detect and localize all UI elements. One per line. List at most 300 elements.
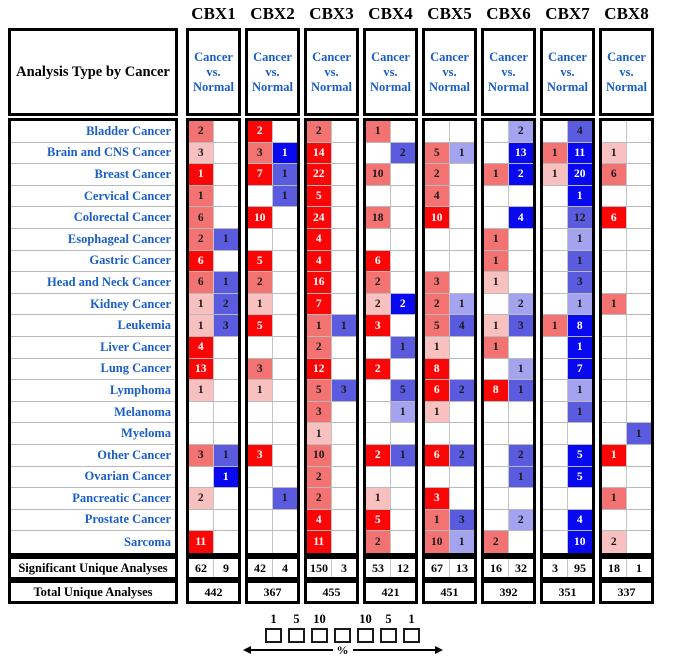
total-analyses-label: Total Unique Analyses bbox=[8, 580, 178, 604]
gene-title-cbx7: CBX7 bbox=[545, 4, 590, 23]
heatmap-row bbox=[189, 488, 238, 510]
heatmap-cell-empty bbox=[214, 531, 239, 553]
heatmap-row bbox=[307, 402, 356, 424]
heatmap-cell-overexpressed: 10 bbox=[425, 531, 450, 553]
heatmap-cell-empty bbox=[366, 143, 391, 164]
significant-down-count: 95 bbox=[574, 560, 586, 575]
heatmap-cell-empty bbox=[543, 423, 568, 444]
heatmap-cell-empty bbox=[273, 207, 298, 228]
heatmap-cell-overexpressed: 22 bbox=[307, 164, 332, 185]
heatmap-cell-overexpressed: 2 bbox=[425, 294, 450, 315]
heatmap-cell-empty bbox=[332, 510, 357, 531]
heatmap-cell-empty bbox=[484, 186, 509, 207]
gene-column-cbx7 bbox=[540, 0, 595, 604]
heatmap-row bbox=[484, 294, 533, 316]
heatmap-cell-empty bbox=[543, 510, 568, 531]
heatmap-row bbox=[307, 380, 356, 402]
heatmap-cell-overexpressed: 5 bbox=[307, 380, 332, 401]
heatmap-row bbox=[248, 402, 297, 424]
heatmap-row bbox=[484, 337, 533, 359]
heatmap-cell-empty bbox=[391, 186, 416, 207]
heatmap-cell-empty bbox=[484, 423, 509, 444]
heatmap-row bbox=[366, 186, 415, 208]
analysis-table bbox=[8, 0, 654, 604]
heatmap-row bbox=[602, 402, 651, 424]
comparison-header-cbx4 bbox=[363, 28, 418, 116]
heatmap-row bbox=[543, 380, 592, 402]
heatmap-cell-empty bbox=[332, 488, 357, 509]
total-count-cbx7: 351 bbox=[540, 580, 595, 604]
heatmap-cell-empty bbox=[509, 423, 534, 444]
heatmap-row bbox=[189, 402, 238, 424]
heatmap-cell-overexpressed: 2 bbox=[425, 164, 450, 185]
analysis-type-header: Analysis Type by Cancer bbox=[8, 28, 178, 116]
heatmap-cell-underexpressed: 1 bbox=[568, 337, 593, 358]
heatmap-row bbox=[307, 272, 356, 294]
heatmap-row bbox=[366, 251, 415, 273]
color-scale-legend bbox=[0, 612, 685, 656]
heatmap-cell-empty bbox=[543, 445, 568, 466]
heatmap-cell-empty bbox=[509, 251, 534, 272]
heatmap-cell-overexpressed: 10 bbox=[248, 207, 273, 228]
heatmap-cell-empty bbox=[391, 510, 416, 531]
heatmap-cell-empty bbox=[484, 467, 509, 488]
heatmap-cell-underexpressed: 1 bbox=[391, 445, 416, 466]
heatmap-cell-empty bbox=[332, 143, 357, 164]
heatmap-cell-empty bbox=[248, 531, 273, 553]
heatmap-cell-empty bbox=[366, 380, 391, 401]
significant-counts-cbx7 bbox=[540, 556, 595, 580]
heatmap-row bbox=[602, 337, 651, 359]
total-count-cbx1: 442 bbox=[186, 580, 241, 604]
arrow-left-icon bbox=[243, 646, 251, 654]
heatmap-cell-empty bbox=[602, 510, 627, 531]
heatmap-row bbox=[366, 315, 415, 337]
heatmap-cell-underexpressed: 5 bbox=[568, 467, 593, 488]
heatmap-cell-empty bbox=[366, 402, 391, 423]
heatmap-cell-empty bbox=[627, 531, 652, 553]
significant-counts-cbx3 bbox=[304, 556, 359, 580]
heatmap-cell-overexpressed: 3 bbox=[189, 445, 214, 466]
row-label-esophageal-cancer: Esophageal Cancer bbox=[11, 229, 175, 251]
heatmap-cell-underexpressed: 1 bbox=[450, 143, 475, 164]
comparison-label: Cancer vs. Normal bbox=[311, 49, 352, 94]
heatmap-row bbox=[543, 402, 592, 424]
heatmap-cell-empty bbox=[391, 164, 416, 185]
heatmap-cell-overexpressed: 5 bbox=[307, 186, 332, 207]
heatmap-row bbox=[484, 164, 533, 186]
heatmap-cell-overexpressed: 1 bbox=[543, 143, 568, 164]
heatmap-cell-empty bbox=[214, 337, 239, 358]
heatmap-cell-overexpressed: 1 bbox=[189, 315, 214, 336]
heatmap-row bbox=[425, 294, 474, 316]
heatmap-row bbox=[602, 251, 651, 273]
heatmap-row bbox=[425, 229, 474, 251]
heatmap-row bbox=[307, 467, 356, 489]
heatmap-row bbox=[425, 467, 474, 489]
heatmap-cell-overexpressed: 6 bbox=[189, 207, 214, 228]
heatmap-cell-empty bbox=[366, 467, 391, 488]
heatmap-cell-overexpressed: 2 bbox=[248, 121, 273, 142]
heatmap-cell-empty bbox=[273, 337, 298, 358]
heatmap-row bbox=[484, 467, 533, 489]
heatmap-cell-empty bbox=[484, 359, 509, 380]
comparison-label: Cancer vs. Normal bbox=[193, 49, 234, 94]
heatmap-cell-empty bbox=[602, 315, 627, 336]
heatmap-cell-empty bbox=[543, 402, 568, 423]
heatmap-row bbox=[189, 445, 238, 467]
heatmap-cell-overexpressed: 3 bbox=[248, 143, 273, 164]
header-spacer bbox=[8, 0, 178, 28]
heatmap-cell-empty bbox=[189, 402, 214, 423]
heatmap-cell-overexpressed: 1 bbox=[366, 488, 391, 509]
row-label-brain-and-cns-cancer: Brain and CNS Cancer bbox=[11, 143, 175, 165]
heatmap-cell-overexpressed: 8 bbox=[484, 380, 509, 401]
heatmap-row bbox=[248, 467, 297, 489]
legend-tick-10: 10 bbox=[313, 612, 326, 626]
legend-tick-5: 5 bbox=[293, 612, 300, 626]
significant-down-count: 32 bbox=[515, 560, 527, 575]
heatmap-cell-empty bbox=[450, 359, 475, 380]
heatmap-cell-empty bbox=[273, 294, 298, 315]
heatmap-cell-overexpressed: 18 bbox=[366, 207, 391, 228]
heatmap-cell-empty bbox=[543, 229, 568, 250]
legend-swatch-b1 bbox=[265, 628, 282, 643]
heatmap-row bbox=[189, 251, 238, 273]
heatmap-cell-underexpressed: 2 bbox=[509, 121, 534, 142]
heatmap-cell-empty bbox=[391, 315, 416, 336]
gene-column-cbx4 bbox=[363, 0, 418, 604]
heatmap-row bbox=[366, 467, 415, 489]
heatmap-cell-empty bbox=[214, 251, 239, 272]
legend-swatch-white bbox=[334, 628, 351, 643]
row-label-colorectal-cancer: Colorectal Cancer bbox=[11, 207, 175, 229]
heatmap-cell-empty bbox=[568, 423, 593, 444]
heatmap-row bbox=[602, 380, 651, 402]
legend-swatch-b10 bbox=[311, 628, 328, 643]
heatmap-row bbox=[543, 272, 592, 294]
heatmap-cell-empty bbox=[332, 164, 357, 185]
heatmap-cell-overexpressed: 3 bbox=[366, 315, 391, 336]
legend-tick-1: 1 bbox=[270, 612, 277, 626]
heatmap-cell-empty bbox=[627, 510, 652, 531]
row-label-sarcoma: Sarcoma bbox=[124, 534, 171, 549]
heatmap-cell-empty bbox=[602, 186, 627, 207]
heatmap-row bbox=[484, 380, 533, 402]
heatmap-row bbox=[366, 121, 415, 143]
heatmap-cell-overexpressed: 1 bbox=[425, 510, 450, 531]
significant-down-count: 13 bbox=[456, 560, 468, 575]
heatmap-cell-underexpressed: 7 bbox=[568, 359, 593, 380]
gene-column-cbx1 bbox=[186, 0, 241, 604]
legend-percent-axis bbox=[243, 644, 443, 656]
heatmap-cell-overexpressed: 1 bbox=[248, 380, 273, 401]
heatmap-row bbox=[602, 121, 651, 143]
heatmap-cell-empty bbox=[214, 380, 239, 401]
heatmap-row bbox=[425, 488, 474, 510]
row-label-kidney-cancer: Kidney Cancer bbox=[11, 294, 175, 316]
heatmap-cell-overexpressed: 3 bbox=[248, 359, 273, 380]
heatmap-cell-overexpressed: 13 bbox=[189, 359, 214, 380]
heatmap-cell-empty bbox=[627, 164, 652, 185]
heatmap-cell-overexpressed: 3 bbox=[248, 445, 273, 466]
heatmap-cell-empty bbox=[273, 467, 298, 488]
heatmap-cell-overexpressed: 24 bbox=[307, 207, 332, 228]
gene-title-cbx1: CBX1 bbox=[191, 4, 236, 23]
legend-tick-blank bbox=[331, 612, 354, 627]
legend-swatch-b5 bbox=[288, 628, 305, 643]
heatmap-cell-underexpressed: 1 bbox=[273, 186, 298, 207]
heatmap-cell-underexpressed: 3 bbox=[214, 315, 239, 336]
heatmap-row bbox=[248, 229, 297, 251]
heatmap-cell-empty bbox=[509, 186, 534, 207]
heatmap-cell-empty bbox=[543, 359, 568, 380]
heatmap-cell-empty bbox=[273, 510, 298, 531]
heatmap-row bbox=[189, 359, 238, 381]
heatmap-cell-empty bbox=[450, 467, 475, 488]
heatmap-cell-overexpressed: 10 bbox=[307, 445, 332, 466]
heatmap-cell-overexpressed: 7 bbox=[307, 294, 332, 315]
heatmap-cell-overexpressed: 6 bbox=[366, 251, 391, 272]
heatmap-cell-empty bbox=[543, 488, 568, 509]
heatmap-cell-underexpressed: 2 bbox=[509, 294, 534, 315]
heatmap-row bbox=[543, 423, 592, 445]
heatmap-cell-overexpressed: 1 bbox=[484, 229, 509, 250]
heatmap-cell-overexpressed: 1 bbox=[602, 445, 627, 466]
legend-tick-1: 1 bbox=[408, 612, 415, 626]
row-label-lung-cancer: Lung Cancer bbox=[11, 359, 175, 381]
heatmap-cell-overexpressed: 1 bbox=[366, 121, 391, 142]
heatmap-cell-empty bbox=[273, 315, 298, 336]
gene-columns bbox=[186, 0, 654, 604]
heatmap-cell-empty bbox=[543, 251, 568, 272]
heatmap-row bbox=[366, 531, 415, 553]
heatmap-row bbox=[425, 402, 474, 424]
heatmap-cell-empty bbox=[484, 510, 509, 531]
heatmap-row bbox=[307, 488, 356, 510]
significant-up-count: 16 bbox=[484, 559, 509, 577]
heatmap-row bbox=[543, 121, 592, 143]
heatmap-cell-empty bbox=[602, 121, 627, 142]
heatmap-cell-underexpressed: 2 bbox=[450, 445, 475, 466]
heatmap-cell-overexpressed: 5 bbox=[425, 315, 450, 336]
heatmap-cell-underexpressed: 10 bbox=[568, 531, 593, 553]
legend-swatch-r10 bbox=[357, 628, 374, 643]
heatmap-cell-empty bbox=[214, 186, 239, 207]
heatmap-cell-overexpressed: 1 bbox=[425, 337, 450, 358]
heatmap-row bbox=[602, 294, 651, 316]
heatmap-row bbox=[484, 186, 533, 208]
heatmap-row bbox=[248, 531, 297, 553]
heatmap-row bbox=[484, 272, 533, 294]
heatmap-row bbox=[307, 251, 356, 273]
heatmap-cell-empty bbox=[450, 423, 475, 444]
heatmap-row bbox=[307, 359, 356, 381]
heatmap-cell-overexpressed: 4 bbox=[307, 229, 332, 250]
heatmap-row bbox=[602, 229, 651, 251]
heatmap-cell-empty bbox=[627, 488, 652, 509]
row-label-cervical-cancer: Cervical Cancer bbox=[11, 186, 175, 208]
heatmap-cell-empty bbox=[391, 251, 416, 272]
heatmap-row bbox=[248, 272, 297, 294]
heatmap-cell-empty bbox=[248, 467, 273, 488]
heatmap-cell-empty bbox=[627, 445, 652, 466]
heatmap-cell-overexpressed: 2 bbox=[366, 445, 391, 466]
significant-up-count: 3 bbox=[543, 559, 568, 577]
heatmap-row bbox=[484, 143, 533, 165]
significant-down-count: 3 bbox=[341, 560, 347, 575]
heatmap-row bbox=[602, 467, 651, 489]
heatmap-cell-underexpressed: 2 bbox=[509, 164, 534, 185]
heatmap-row bbox=[189, 294, 238, 316]
heatmap-cell-overexpressed: 1 bbox=[484, 251, 509, 272]
heatmap-row bbox=[543, 510, 592, 532]
heatmap-row bbox=[189, 229, 238, 251]
heatmap-cell-overexpressed: 1 bbox=[484, 272, 509, 293]
heatmap-cell-empty bbox=[273, 272, 298, 293]
heatmap-cell-empty bbox=[543, 186, 568, 207]
heatmap-cell-empty bbox=[425, 251, 450, 272]
heatmap-cell-empty bbox=[509, 488, 534, 509]
heatmap-cell-underexpressed: 11 bbox=[568, 143, 593, 164]
heatmap-cell-overexpressed: 2 bbox=[307, 488, 332, 509]
heatmap-row bbox=[484, 251, 533, 273]
heatmap-cell-overexpressed: 12 bbox=[307, 359, 332, 380]
heatmap-cell-empty bbox=[332, 121, 357, 142]
heatmap-cell-empty bbox=[273, 121, 298, 142]
comparison-label: Cancer vs. Normal bbox=[429, 49, 470, 94]
heatmap-row bbox=[484, 207, 533, 229]
heatmap-row bbox=[366, 272, 415, 294]
heatmap-row bbox=[307, 143, 356, 165]
heatmap-cells-cbx4 bbox=[363, 118, 418, 556]
gene-title-cbx5: CBX5 bbox=[427, 4, 472, 23]
heatmap-cells-cbx3 bbox=[304, 118, 359, 556]
heatmap-row bbox=[425, 164, 474, 186]
significant-counts-cbx5 bbox=[422, 556, 477, 580]
heatmap-cell-overexpressed: 1 bbox=[484, 337, 509, 358]
heatmap-row bbox=[248, 337, 297, 359]
heatmap-cell-empty bbox=[484, 294, 509, 315]
heatmap-cell-overexpressed: 11 bbox=[307, 531, 332, 553]
heatmap-row bbox=[543, 445, 592, 467]
heatmap-cell-empty bbox=[366, 186, 391, 207]
row-label-myeloma: Myeloma bbox=[11, 423, 175, 445]
total-count-cbx8: 337 bbox=[599, 580, 654, 604]
arrow-line-right bbox=[353, 649, 435, 651]
heatmap-cell-empty bbox=[425, 467, 450, 488]
heatmap-cell-empty bbox=[509, 229, 534, 250]
heatmap-cell-underexpressed: 1 bbox=[273, 164, 298, 185]
heatmap-row bbox=[484, 445, 533, 467]
heatmap-row bbox=[366, 380, 415, 402]
heatmap-row bbox=[425, 359, 474, 381]
row-label-head-and-neck-cancer: Head and Neck Cancer bbox=[11, 272, 175, 294]
heatmap-cell-empty bbox=[543, 207, 568, 228]
heatmap-cell-empty bbox=[484, 121, 509, 142]
heatmap-cell-empty bbox=[248, 488, 273, 509]
total-count-cbx5: 451 bbox=[422, 580, 477, 604]
heatmap-cell-empty bbox=[214, 164, 239, 185]
row-label-bladder-cancer: Bladder Cancer bbox=[11, 121, 175, 143]
heatmap-cell-empty bbox=[273, 402, 298, 423]
heatmap-row bbox=[248, 315, 297, 337]
heatmap-row bbox=[602, 207, 651, 229]
heatmap-cell-overexpressed: 1 bbox=[425, 402, 450, 423]
heatmap-cell-empty bbox=[602, 402, 627, 423]
heatmap-cell-empty bbox=[214, 488, 239, 509]
heatmap-cell-underexpressed: 1 bbox=[509, 380, 534, 401]
heatmap-cells-cbx5 bbox=[422, 118, 477, 556]
heatmap-cell-underexpressed: 3 bbox=[450, 510, 475, 531]
heatmap-row bbox=[543, 315, 592, 337]
heatmap-row bbox=[425, 380, 474, 402]
heatmap-cell-empty bbox=[602, 272, 627, 293]
heatmap-cell-empty bbox=[450, 251, 475, 272]
heatmap-cell-underexpressed: 1 bbox=[568, 380, 593, 401]
significant-down-count: 12 bbox=[397, 560, 409, 575]
heatmap-row bbox=[189, 186, 238, 208]
heatmap-cell-empty bbox=[332, 251, 357, 272]
heatmap-row bbox=[543, 337, 592, 359]
row-label-lymphoma: Lymphoma bbox=[11, 380, 175, 402]
heatmap-cell-empty bbox=[332, 337, 357, 358]
heatmap-cell-overexpressed: 2 bbox=[307, 337, 332, 358]
heatmap-cell-empty bbox=[248, 186, 273, 207]
legend-tick-5: 5 bbox=[385, 612, 392, 626]
heatmap-cell-empty bbox=[627, 251, 652, 272]
heatmap-cell-empty bbox=[273, 359, 298, 380]
heatmap-cell-empty bbox=[602, 337, 627, 358]
heatmap-row bbox=[248, 143, 297, 165]
heatmap-cell-underexpressed: 1 bbox=[450, 531, 475, 553]
heatmap-cell-empty bbox=[484, 207, 509, 228]
heatmap-row bbox=[425, 445, 474, 467]
heatmap-cell-empty bbox=[248, 423, 273, 444]
heatmap-cell-empty bbox=[248, 229, 273, 250]
heatmap-cell-empty bbox=[214, 359, 239, 380]
heatmap-row bbox=[248, 164, 297, 186]
heatmap-cell-overexpressed: 1 bbox=[602, 294, 627, 315]
heatmap-row bbox=[189, 315, 238, 337]
heatmap-row bbox=[484, 359, 533, 381]
heatmap-cell-underexpressed: 2 bbox=[391, 294, 416, 315]
heatmap-row bbox=[425, 315, 474, 337]
heatmap-cell-empty bbox=[602, 467, 627, 488]
heatmap-cell-underexpressed: 1 bbox=[627, 423, 652, 444]
heatmap-cell-underexpressed: 2 bbox=[214, 294, 239, 315]
heatmap-cell-empty bbox=[332, 467, 357, 488]
heatmap-cell-overexpressed: 6 bbox=[602, 164, 627, 185]
heatmap-cell-underexpressed: 20 bbox=[568, 164, 593, 185]
gene-column-cbx6 bbox=[481, 0, 536, 604]
heatmap-cell-underexpressed: 3 bbox=[568, 272, 593, 293]
heatmap-cell-overexpressed: 1 bbox=[484, 164, 509, 185]
heatmap-row bbox=[602, 186, 651, 208]
heatmap-cell-empty bbox=[273, 423, 298, 444]
heatmap-cell-empty bbox=[391, 229, 416, 250]
heatmap-row bbox=[366, 445, 415, 467]
gene-column-cbx2 bbox=[245, 0, 300, 604]
heatmap-row bbox=[189, 121, 238, 143]
significant-down-count: 4 bbox=[282, 560, 288, 575]
heatmap-row bbox=[366, 337, 415, 359]
heatmap-cell-empty bbox=[214, 402, 239, 423]
heatmap-row bbox=[602, 445, 651, 467]
heatmap-cell-empty bbox=[248, 510, 273, 531]
heatmap-row bbox=[543, 186, 592, 208]
heatmap-cell-overexpressed: 2 bbox=[248, 272, 273, 293]
